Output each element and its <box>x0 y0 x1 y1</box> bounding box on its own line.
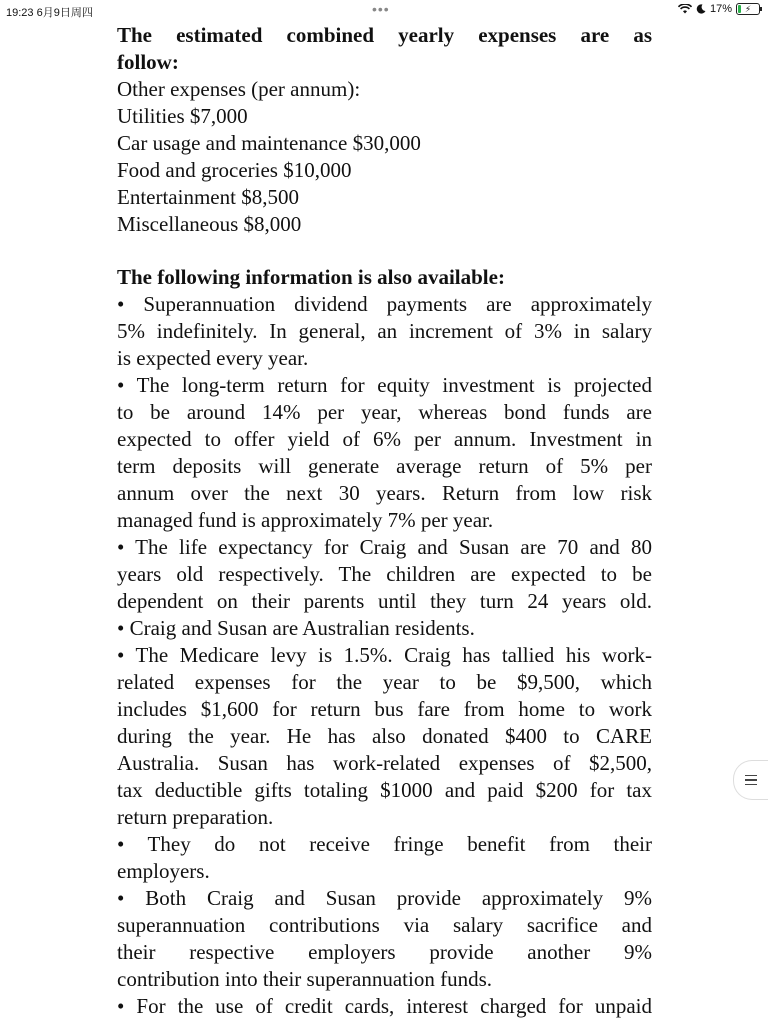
info-line: is expected every year. <box>117 346 309 370</box>
status-right <box>678 3 760 15</box>
expense-item: Car usage and maintenance $30,000 <box>117 131 421 155</box>
status-date: 6月9日周四 <box>36 7 93 19</box>
info-line: managed fund is approximately 7% per year. <box>117 508 494 532</box>
wifi-icon <box>678 4 692 14</box>
heading-expenses-line1: The estimated combined yearly expenses are as <box>117 23 652 47</box>
multitasking-dots[interactable]: ••• <box>372 1 390 17</box>
charging-bolt-icon: ⚡ <box>744 3 752 14</box>
battery-percent: 17% <box>709 3 732 15</box>
expenses-intro: Other expenses (per annum): <box>117 77 361 101</box>
heading-expenses-line2: follow: <box>117 50 179 74</box>
info-line: during the year. He has also donated $400 to CARE <box>117 724 652 748</box>
moon-icon <box>696 4 706 14</box>
info-line: contribution into their superannuation funds. <box>117 967 493 991</box>
status-bar <box>0 0 768 20</box>
info-line: term deposits will generate average return of 5% per <box>117 454 652 478</box>
info-line: 5% indefinitely. In general, an increment of 3% in salary <box>117 319 652 343</box>
info-line: includes $1,600 for return bus fare from home to work <box>117 697 652 721</box>
status-time: 19:23 <box>6 7 34 19</box>
info-line: • Superannuation dividend payments are approximately <box>117 292 652 316</box>
info-line: related expenses for the year to be $9,500, which <box>117 670 652 694</box>
battery-level-fill <box>738 5 741 13</box>
info-line: years old respectively. The children are expected to be <box>117 562 652 586</box>
info-line: Australia. Susan has work-related expenses of $2,500, <box>117 751 652 775</box>
info-line: return preparation. <box>117 805 274 829</box>
side-menu-handle[interactable] <box>733 760 768 800</box>
info-line: • The life expectancy for Craig and Susan are 70 and 80 <box>117 535 652 559</box>
info-line: superannuation contributions via salary sacrifice and <box>117 913 652 937</box>
expense-item: Miscellaneous $8,000 <box>117 212 302 236</box>
info-line: • The Medicare levy is 1.5%. Craig has tallied his work- <box>117 643 652 667</box>
status-time-date <box>6 4 93 20</box>
document-text <box>117 22 652 1020</box>
heading-information: The following information is also available: <box>117 265 505 289</box>
info-line: tax deductible gifts totaling $1000 and paid $200 for tax <box>117 778 652 802</box>
info-line: their respective employers provide another 9% <box>117 940 652 964</box>
info-line: • The long-term return for equity investment is projected <box>117 373 652 397</box>
info-line: • Craig and Susan are Australian residents. <box>117 616 475 640</box>
info-line: annum over the next 30 years. Return from low risk <box>117 481 652 505</box>
info-line: • They do not receive fringe benefit from their <box>117 832 652 856</box>
battery-icon <box>736 3 760 15</box>
info-line: employers. <box>117 859 210 883</box>
expense-item: Entertainment $8,500 <box>117 185 299 209</box>
info-line: expected to offer yield of 6% per annum. Investment in <box>117 427 652 451</box>
expense-item: Utilities $7,000 <box>117 104 248 128</box>
info-line: dependent on their parents until they turn 24 years old. <box>117 589 652 613</box>
info-line: • For the use of credit cards, interest charged for unpaid <box>117 994 652 1018</box>
expense-item: Food and groceries $10,000 <box>117 158 352 182</box>
info-line: to be around 14% per year, whereas bond funds are <box>117 400 652 424</box>
info-line: • Both Craig and Susan provide approximately 9% <box>117 886 652 910</box>
hamburger-icon <box>745 773 757 787</box>
